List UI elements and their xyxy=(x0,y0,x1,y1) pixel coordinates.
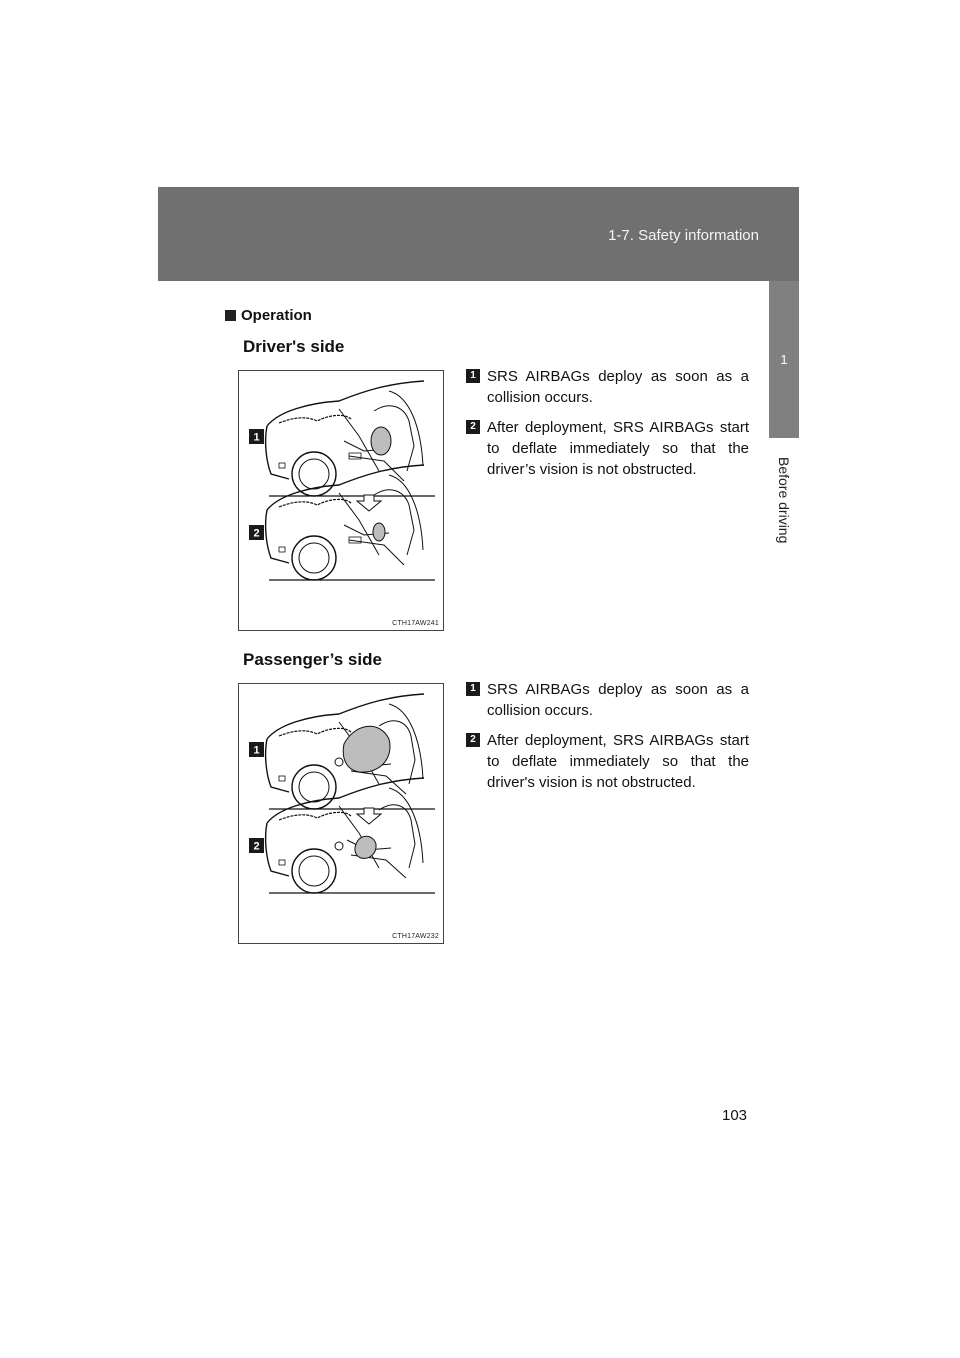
airbag-deployment-illustration xyxy=(239,684,445,945)
chapter-tab xyxy=(769,281,799,438)
step-number-badge: 1 xyxy=(466,682,480,696)
step-2 xyxy=(465,730,749,793)
figure-code: CTH17AW232 xyxy=(392,933,439,940)
passengers-side-figure xyxy=(238,683,444,944)
operation-heading-text: Operation xyxy=(241,307,312,324)
chapter-title: Before driving xyxy=(776,456,792,544)
callout-1: 1 xyxy=(253,431,260,444)
step-2 xyxy=(465,417,749,480)
chapter-number: 1 xyxy=(780,352,788,367)
step-1 xyxy=(465,679,749,721)
page-number: 103 xyxy=(722,1107,748,1124)
step-text: After deployment, SRS AIRBAGs start to deflate immediately so that the driver’s vision is not obstructed. xyxy=(487,419,749,478)
airbag-deployment-illustration xyxy=(239,371,445,632)
callout-1: 1 xyxy=(253,744,260,757)
step-1 xyxy=(465,366,749,408)
chapter-label xyxy=(769,445,799,555)
step-text: After deployment, SRS AIRBAGs start to deflate immediately so that the driver's vision is not obstructed. xyxy=(487,732,749,791)
section-title: 1-7. Safety information xyxy=(608,227,759,244)
callout-2: 2 xyxy=(253,527,260,540)
step-text: SRS AIRBAGs deploy as soon as a collision occurs. xyxy=(487,681,749,719)
step-number-badge: 1 xyxy=(466,369,480,383)
drivers-side-steps xyxy=(465,366,749,489)
step-number-badge: 2 xyxy=(466,420,480,434)
step-text: SRS AIRBAGs deploy as soon as a collision occurs. xyxy=(487,368,749,406)
page-header xyxy=(158,187,799,281)
step-number-badge: 2 xyxy=(466,733,480,747)
figure-code: CTH17AW241 xyxy=(392,620,439,627)
bullet-square-icon xyxy=(225,310,236,321)
drivers-side-figure xyxy=(238,370,444,631)
callout-2: 2 xyxy=(253,840,260,853)
passengers-side-title: Passenger’s side xyxy=(243,650,382,669)
drivers-side-title: Driver's side xyxy=(243,337,345,356)
operation-heading xyxy=(225,307,312,324)
passengers-side-steps xyxy=(465,679,749,802)
